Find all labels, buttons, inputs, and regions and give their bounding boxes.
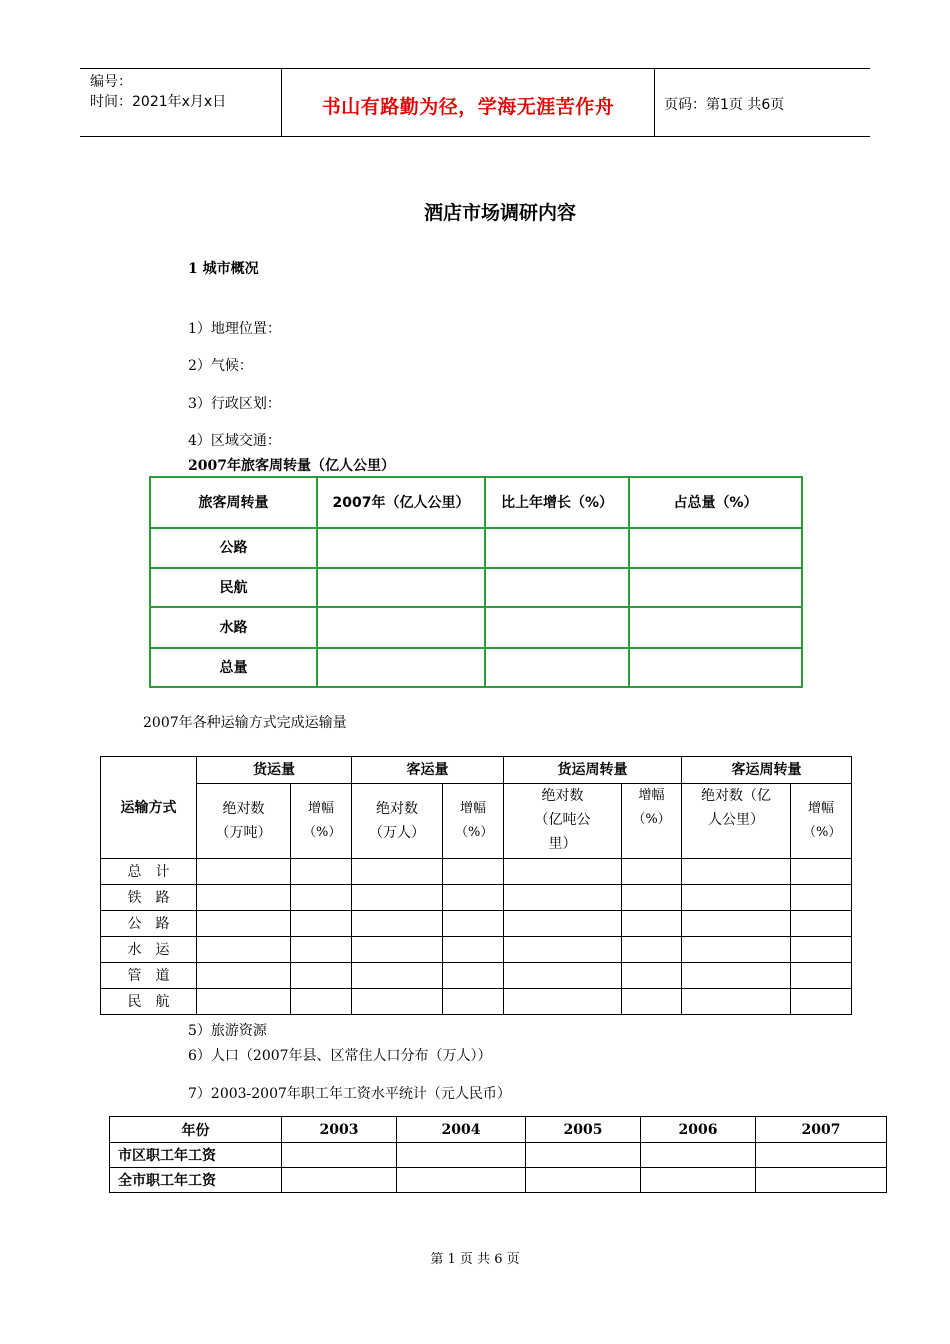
table-row-label: 公路: [150, 528, 317, 568]
header-motto: 书山有路勤为径，学海无涯苦作舟: [321, 96, 615, 118]
table-cell: [485, 568, 629, 607]
table-row-label: 公 路: [101, 911, 197, 937]
header-divider-right: [654, 68, 655, 136]
list-item: 2）气候：: [188, 358, 253, 374]
page-footer: 第 1 页 共 6 页: [430, 1252, 520, 1267]
table-cell: [629, 528, 802, 568]
transport-volume-table: [100, 756, 852, 1015]
header-info: [90, 72, 226, 112]
table-header-cell: 2003: [282, 1117, 397, 1143]
table-row-label: 水路: [150, 607, 317, 648]
table-row-label: 管 道: [101, 963, 197, 989]
table-subheader: 增幅（%）: [791, 784, 852, 859]
header-bottom-rule: [80, 136, 870, 137]
table-row-label: 民航: [150, 568, 317, 607]
table-header-cell: 2006: [641, 1117, 756, 1143]
list-item: 6）人口（2007年县、区常住人口分布（万人））: [188, 1048, 492, 1064]
table-header-cell: 比上年增长（%）: [485, 477, 629, 528]
table-header-cell: 2005: [526, 1117, 641, 1143]
table-subheader: 增幅（%）: [291, 784, 352, 859]
header-page-number: 页码：第1页 共6页: [664, 97, 785, 113]
table-group-header: 客运周转量: [682, 757, 852, 784]
table-header-cell: 2004: [397, 1117, 526, 1143]
doc-number-label: 编号：: [90, 74, 132, 90]
list-item: 3）行政区划：: [188, 396, 281, 412]
passenger-turnover-table: [149, 476, 803, 688]
table-group-header: 客运量: [352, 757, 504, 784]
table-header-cell: 2007年（亿人公里）: [317, 477, 485, 528]
table-row-label: 总 计: [101, 859, 197, 885]
table-row-label: 铁 路: [101, 885, 197, 911]
table-row-label: 水 运: [101, 937, 197, 963]
header-top-rule: [80, 68, 870, 69]
table-subheader: 绝对数（亿人公里）: [682, 784, 791, 859]
table-header-cell: 2007: [756, 1117, 887, 1143]
table-cell: [629, 607, 802, 648]
table-cell: [485, 607, 629, 648]
section-heading: 1 城市概况: [188, 261, 259, 277]
table-cell: [317, 568, 485, 607]
table-row-label: 全市职工年工资: [110, 1168, 282, 1193]
list-item: 4）区域交通：: [188, 433, 281, 449]
document-title: 酒店市场调研内容: [423, 202, 576, 224]
table-subheader: 增幅（%）: [622, 784, 682, 859]
table-header-cell: 年份: [110, 1117, 282, 1143]
table-cell: [317, 607, 485, 648]
table-header-cell: 旅客周转量: [150, 477, 317, 528]
table-subheader: 绝对数（万吨）: [197, 784, 291, 859]
table-cell: [317, 648, 485, 687]
table-subheader: 绝对数（万人）: [352, 784, 443, 859]
table-group-header: 货运量: [197, 757, 352, 784]
list-item: 1）地理位置：: [188, 321, 281, 337]
table-subheader: 增幅（%）: [443, 784, 504, 859]
table-cell: [485, 648, 629, 687]
table-cell: [317, 528, 485, 568]
list-item: 5）旅游资源: [188, 1023, 267, 1039]
list-item: 7）2003-2007年职工年工资水平统计（元人民币）: [188, 1086, 511, 1102]
wage-table: [109, 1116, 887, 1193]
table-row-label: 总量: [150, 648, 317, 687]
table-row-header: 运输方式: [101, 757, 197, 859]
table-cell: [629, 568, 802, 607]
table-row-label: 市区职工年工资: [110, 1143, 282, 1168]
table-cell: [629, 648, 802, 687]
table-cell: [485, 528, 629, 568]
table-row-label: 民 航: [101, 989, 197, 1015]
table-subheader: 绝对数（亿吨公里）: [504, 784, 622, 859]
table-group-header: 货运周转量: [504, 757, 682, 784]
table1-caption: 2007年旅客周转量（亿人公里）: [188, 458, 395, 474]
table-header-cell: 占总量（%）: [629, 477, 802, 528]
doc-date-label: 时间：2021年x月x日: [90, 94, 227, 110]
table2-caption: 2007年各种运输方式完成运输量: [143, 715, 347, 731]
